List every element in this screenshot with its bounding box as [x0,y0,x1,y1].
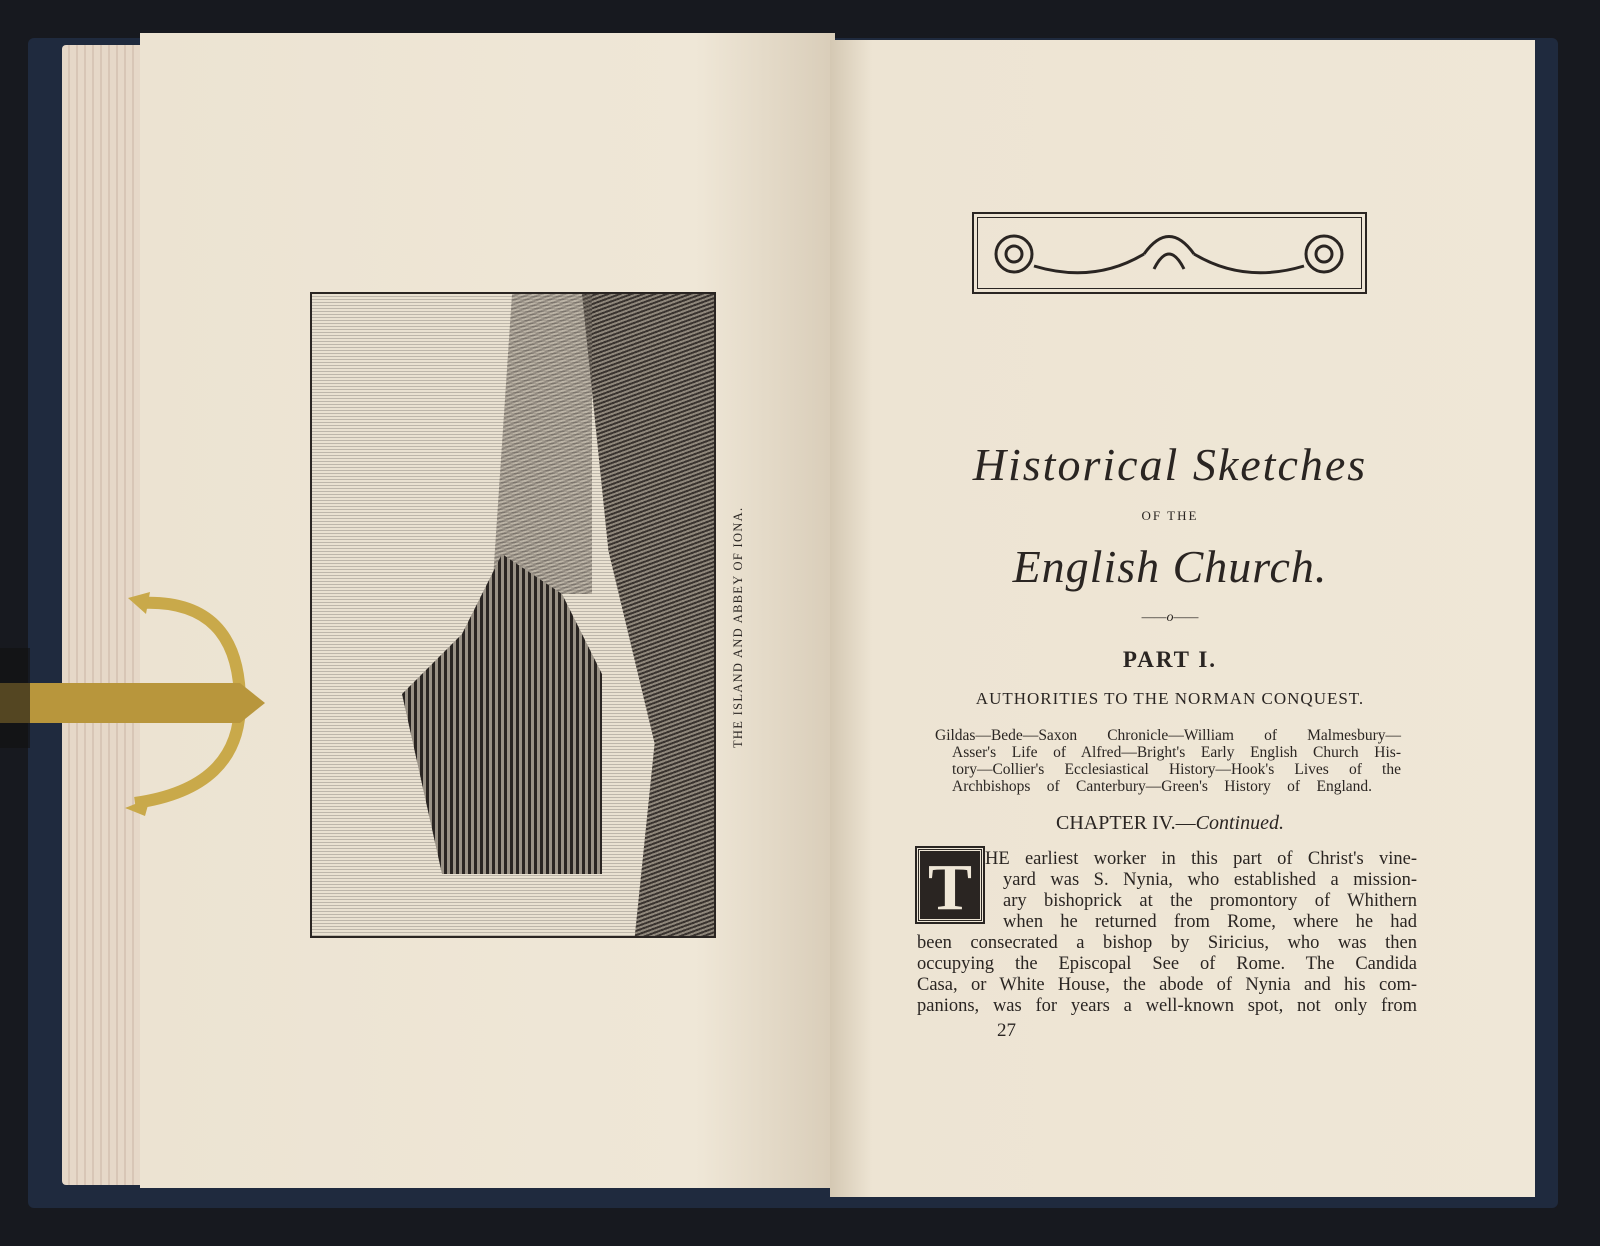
title-connector: OF THE [1141,508,1199,523]
part-subtitle: AUTHORITIES TO THE NORMAN CONQUEST. [975,689,1365,708]
illustration-caption: THE ISLAND AND ABBEY OF IONA. [731,506,745,748]
body-line: ary bishoprick at the promontory of Whithern [1003,891,1417,911]
body-line: HE earliest worker in this part of Christ's vine- [985,849,1417,869]
authorities-line: Gildas—Bede—Saxon Chronicle—William of Malmesbury— [935,727,1401,744]
chapter-heading: CHAPTER IV.—Continued. [1056,812,1284,834]
body-line: when he returned from Rome, where he had [1003,912,1417,932]
anchor-bookmark-icon [0,588,270,818]
body-line: Casa, or White House, the abode of Nynia and his com- [917,975,1417,995]
drop-cap: T [917,848,983,922]
body-line: been consecrated a bishop by Siricius, who was then [917,933,1417,953]
body-line: occupying the Episcopal See of Rome. The Candida [917,954,1417,974]
body-line: yard was S. Nynia, who established a mission- [1003,870,1417,890]
title-line-2: English Church. [1012,541,1328,592]
part-heading: PART I. [1122,647,1218,672]
authorities-line: Asser's Life of Alfred—Bright's Early English Church His- [952,744,1401,761]
authorities-line: tory—Collier's Ecclesiastical History—Hook's Lives of the [952,761,1401,778]
engraving-illustration [310,292,716,938]
authorities-line: Archbishops of Canterbury—Green's History of England. [952,778,1372,795]
separator: ——o—— [1141,610,1199,625]
body-line: panions, was for years a well-known spot, not only from [917,996,1417,1016]
page-number: 27 [997,1020,1016,1041]
decorative-headpiece [972,212,1367,294]
title-line-1: Historical Sketches [972,439,1368,490]
